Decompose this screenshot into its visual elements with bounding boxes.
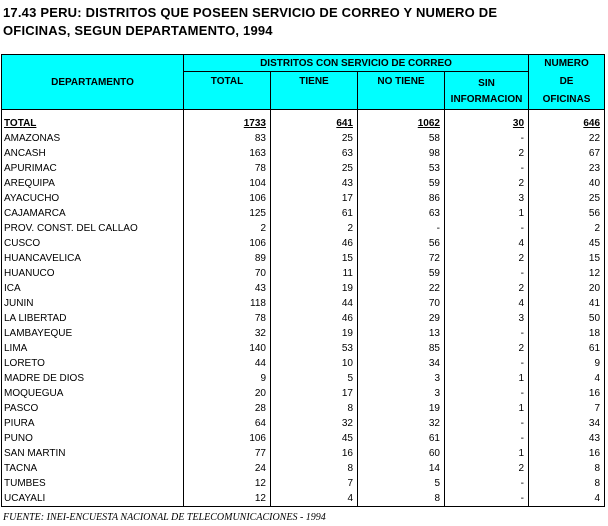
cell-sin-informacion: - — [445, 131, 529, 146]
cell-tiene: 10 — [271, 356, 358, 371]
cell-departamento: JUNIN — [2, 296, 184, 311]
cell-numero-oficinas: 646 — [529, 110, 605, 132]
cell-total: 78 — [184, 161, 271, 176]
cell-sin-informacion: 1 — [445, 206, 529, 221]
cell-sin-informacion: - — [445, 326, 529, 341]
cell-tiene: 46 — [271, 236, 358, 251]
cell-total: 44 — [184, 356, 271, 371]
cell-departamento: ANCASH — [2, 146, 184, 161]
cell-tiene: 16 — [271, 446, 358, 461]
cell-numero-oficinas: 20 — [529, 281, 605, 296]
cell-sin-informacion: 1 — [445, 371, 529, 386]
cell-total: 77 — [184, 446, 271, 461]
cell-total: 106 — [184, 236, 271, 251]
cell-no-tiene: 32 — [358, 416, 445, 431]
cell-no-tiene: 53 — [358, 161, 445, 176]
cell-tiene: 17 — [271, 191, 358, 206]
cell-sin-informacion: - — [445, 476, 529, 491]
table-body — [2, 110, 605, 507]
cell-total: 89 — [184, 251, 271, 266]
cell-departamento: PIURA — [2, 416, 184, 431]
cell-sin-informacion: - — [445, 356, 529, 371]
cell-tiene: 8 — [271, 401, 358, 416]
table-row — [2, 461, 605, 476]
cell-numero-oficinas: 61 — [529, 341, 605, 356]
cell-departamento: PROV. CONST. DEL CALLAO — [2, 221, 184, 236]
cell-total: 70 — [184, 266, 271, 281]
cell-departamento: HUANUCO — [2, 266, 184, 281]
cell-departamento: SAN MARTIN — [2, 446, 184, 461]
cell-no-tiene: 1062 — [358, 110, 445, 132]
header-sin-line-1: SIN — [478, 78, 495, 90]
cell-no-tiene: 59 — [358, 176, 445, 191]
cell-sin-informacion: 2 — [445, 461, 529, 476]
cell-numero-oficinas: 56 — [529, 206, 605, 221]
header-oficinas-line-1: NUMERO — [544, 58, 589, 69]
table-row — [2, 281, 605, 296]
cell-tiene: 63 — [271, 146, 358, 161]
cell-sin-informacion: 4 — [445, 236, 529, 251]
table-row — [2, 146, 605, 161]
cell-numero-oficinas: 8 — [529, 461, 605, 476]
cell-numero-oficinas: 41 — [529, 296, 605, 311]
table-row — [2, 386, 605, 401]
table-row — [2, 251, 605, 266]
table-row — [2, 161, 605, 176]
cell-numero-oficinas: 16 — [529, 446, 605, 461]
cell-tiene: 19 — [271, 281, 358, 296]
cell-tiene: 32 — [271, 416, 358, 431]
cell-no-tiene: 98 — [358, 146, 445, 161]
cell-numero-oficinas: 67 — [529, 146, 605, 161]
cell-tiene: 11 — [271, 266, 358, 281]
header-sin-line-2: INFORMACION — [450, 94, 523, 106]
cell-no-tiene: 8 — [358, 491, 445, 507]
table-row-total — [2, 110, 605, 132]
cell-total: 9 — [184, 371, 271, 386]
cell-no-tiene: - — [358, 221, 445, 236]
table-row — [2, 341, 605, 356]
table-row — [2, 206, 605, 221]
cell-departamento: MOQUEGUA — [2, 386, 184, 401]
cell-sin-informacion: 2 — [445, 251, 529, 266]
cell-tiene: 46 — [271, 311, 358, 326]
cell-tiene: 17 — [271, 386, 358, 401]
header-group-distritos: DISTRITOS CON SERVICIO DE CORREO — [184, 55, 529, 72]
cell-sin-informacion: - — [445, 161, 529, 176]
cell-total: 24 — [184, 461, 271, 476]
table-row — [2, 131, 605, 146]
cell-tiene: 641 — [271, 110, 358, 132]
cell-sin-informacion: 2 — [445, 176, 529, 191]
cell-no-tiene: 3 — [358, 371, 445, 386]
cell-numero-oficinas: 4 — [529, 371, 605, 386]
cell-no-tiene: 13 — [358, 326, 445, 341]
cell-total: 106 — [184, 431, 271, 446]
table-row — [2, 191, 605, 206]
cell-total: 2 — [184, 221, 271, 236]
cell-no-tiene: 3 — [358, 386, 445, 401]
cell-numero-oficinas: 9 — [529, 356, 605, 371]
cell-no-tiene: 56 — [358, 236, 445, 251]
cell-total: 118 — [184, 296, 271, 311]
cell-sin-informacion: - — [445, 431, 529, 446]
cell-no-tiene: 72 — [358, 251, 445, 266]
cell-total: 32 — [184, 326, 271, 341]
cell-sin-informacion: 4 — [445, 296, 529, 311]
cell-departamento: LAMBAYEQUE — [2, 326, 184, 341]
table-row — [2, 401, 605, 416]
cell-no-tiene: 63 — [358, 206, 445, 221]
cell-total: 104 — [184, 176, 271, 191]
cell-sin-informacion: 2 — [445, 146, 529, 161]
cell-tiene: 25 — [271, 131, 358, 146]
cell-no-tiene: 19 — [358, 401, 445, 416]
cell-sin-informacion: 3 — [445, 191, 529, 206]
cell-numero-oficinas: 15 — [529, 251, 605, 266]
cell-no-tiene: 70 — [358, 296, 445, 311]
cell-tiene: 53 — [271, 341, 358, 356]
cell-no-tiene: 22 — [358, 281, 445, 296]
cell-total: 64 — [184, 416, 271, 431]
header-sin-informacion — [445, 72, 529, 110]
cell-departamento: LORETO — [2, 356, 184, 371]
cell-no-tiene: 5 — [358, 476, 445, 491]
cell-no-tiene: 60 — [358, 446, 445, 461]
header-numero-oficinas — [529, 55, 605, 110]
cell-sin-informacion: 1 — [445, 446, 529, 461]
cell-departamento: LIMA — [2, 341, 184, 356]
cell-tiene: 2 — [271, 221, 358, 236]
table-row — [2, 326, 605, 341]
cell-departamento: AREQUIPA — [2, 176, 184, 191]
title-line-2: OFICINAS, SEGUN DEPARTAMENTO, 1994 — [3, 23, 273, 38]
cell-tiene: 15 — [271, 251, 358, 266]
table-row — [2, 431, 605, 446]
table-row — [2, 221, 605, 236]
cell-numero-oficinas: 45 — [529, 236, 605, 251]
cell-no-tiene: 61 — [358, 431, 445, 446]
cell-sin-informacion: - — [445, 491, 529, 507]
table-title — [3, 4, 603, 40]
header-tiene: TIENE — [271, 72, 358, 110]
cell-tiene: 44 — [271, 296, 358, 311]
cell-numero-oficinas: 40 — [529, 176, 605, 191]
cell-tiene: 8 — [271, 461, 358, 476]
cell-departamento: ICA — [2, 281, 184, 296]
cell-tiene: 7 — [271, 476, 358, 491]
cell-tiene: 25 — [271, 161, 358, 176]
cell-numero-oficinas: 2 — [529, 221, 605, 236]
cell-sin-informacion: 1 — [445, 401, 529, 416]
cell-no-tiene: 85 — [358, 341, 445, 356]
cell-total: 140 — [184, 341, 271, 356]
cell-total: 83 — [184, 131, 271, 146]
cell-numero-oficinas: 18 — [529, 326, 605, 341]
cell-tiene: 4 — [271, 491, 358, 507]
cell-tiene: 45 — [271, 431, 358, 446]
cell-numero-oficinas: 8 — [529, 476, 605, 491]
cell-sin-informacion: 30 — [445, 110, 529, 132]
cell-departamento: UCAYALI — [2, 491, 184, 507]
data-table — [1, 54, 605, 507]
table-row — [2, 311, 605, 326]
cell-numero-oficinas: 12 — [529, 266, 605, 281]
table-row — [2, 446, 605, 461]
cell-departamento: AMAZONAS — [2, 131, 184, 146]
cell-departamento: LA LIBERTAD — [2, 311, 184, 326]
cell-total: 106 — [184, 191, 271, 206]
table-row — [2, 371, 605, 386]
cell-numero-oficinas: 34 — [529, 416, 605, 431]
header-total: TOTAL — [184, 72, 271, 110]
table-row — [2, 176, 605, 191]
cell-numero-oficinas: 50 — [529, 311, 605, 326]
cell-sin-informacion: - — [445, 416, 529, 431]
table-row — [2, 236, 605, 251]
cell-numero-oficinas: 22 — [529, 131, 605, 146]
cell-no-tiene: 59 — [358, 266, 445, 281]
table-row — [2, 356, 605, 371]
cell-sin-informacion: - — [445, 221, 529, 236]
cell-departamento: CUSCO — [2, 236, 184, 251]
source-note: FUENTE: INEI-ENCUESTA NACIONAL DE TELECOMUNICACIONES - 1994 — [3, 512, 326, 523]
cell-sin-informacion: 2 — [445, 281, 529, 296]
table-row — [2, 266, 605, 281]
cell-total: 125 — [184, 206, 271, 221]
cell-total: 163 — [184, 146, 271, 161]
cell-sin-informacion: - — [445, 266, 529, 281]
cell-no-tiene: 34 — [358, 356, 445, 371]
cell-numero-oficinas: 7 — [529, 401, 605, 416]
header-oficinas-line-2: DE — [559, 76, 574, 87]
cell-departamento: TUMBES — [2, 476, 184, 491]
cell-tiene: 61 — [271, 206, 358, 221]
cell-no-tiene: 58 — [358, 131, 445, 146]
cell-tiene: 43 — [271, 176, 358, 191]
cell-sin-informacion: - — [445, 386, 529, 401]
cell-sin-informacion: 2 — [445, 341, 529, 356]
cell-numero-oficinas: 4 — [529, 491, 605, 507]
cell-total: 1733 — [184, 110, 271, 132]
cell-tiene: 5 — [271, 371, 358, 386]
cell-numero-oficinas: 43 — [529, 431, 605, 446]
cell-departamento: TOTAL — [2, 110, 184, 132]
cell-departamento: PASCO — [2, 401, 184, 416]
table-row — [2, 416, 605, 431]
title-line-1: 17.43 PERU: DISTRITOS QUE POSEEN SERVICIO DE CORREO Y NUMERO DE — [3, 5, 498, 20]
cell-no-tiene: 14 — [358, 461, 445, 476]
cell-tiene: 19 — [271, 326, 358, 341]
cell-departamento: AYACUCHO — [2, 191, 184, 206]
table-row — [2, 296, 605, 311]
cell-no-tiene: 29 — [358, 311, 445, 326]
header-oficinas-line-3: OFICINAS — [542, 94, 591, 105]
cell-total: 28 — [184, 401, 271, 416]
cell-numero-oficinas: 16 — [529, 386, 605, 401]
cell-no-tiene: 86 — [358, 191, 445, 206]
cell-departamento: MADRE DE DIOS — [2, 371, 184, 386]
cell-numero-oficinas: 25 — [529, 191, 605, 206]
cell-departamento: TACNA — [2, 461, 184, 476]
cell-sin-informacion: 3 — [445, 311, 529, 326]
cell-numero-oficinas: 23 — [529, 161, 605, 176]
cell-total: 78 — [184, 311, 271, 326]
cell-total: 20 — [184, 386, 271, 401]
header-departamento: DEPARTAMENTO — [2, 55, 184, 110]
table-row — [2, 476, 605, 491]
cell-total: 43 — [184, 281, 271, 296]
cell-departamento: PUNO — [2, 431, 184, 446]
cell-departamento: CAJAMARCA — [2, 206, 184, 221]
cell-total: 12 — [184, 491, 271, 507]
cell-total: 12 — [184, 476, 271, 491]
cell-departamento: HUANCAVELICA — [2, 251, 184, 266]
table-row — [2, 491, 605, 507]
cell-departamento: APURIMAC — [2, 161, 184, 176]
header-no-tiene: NO TIENE — [358, 72, 445, 110]
